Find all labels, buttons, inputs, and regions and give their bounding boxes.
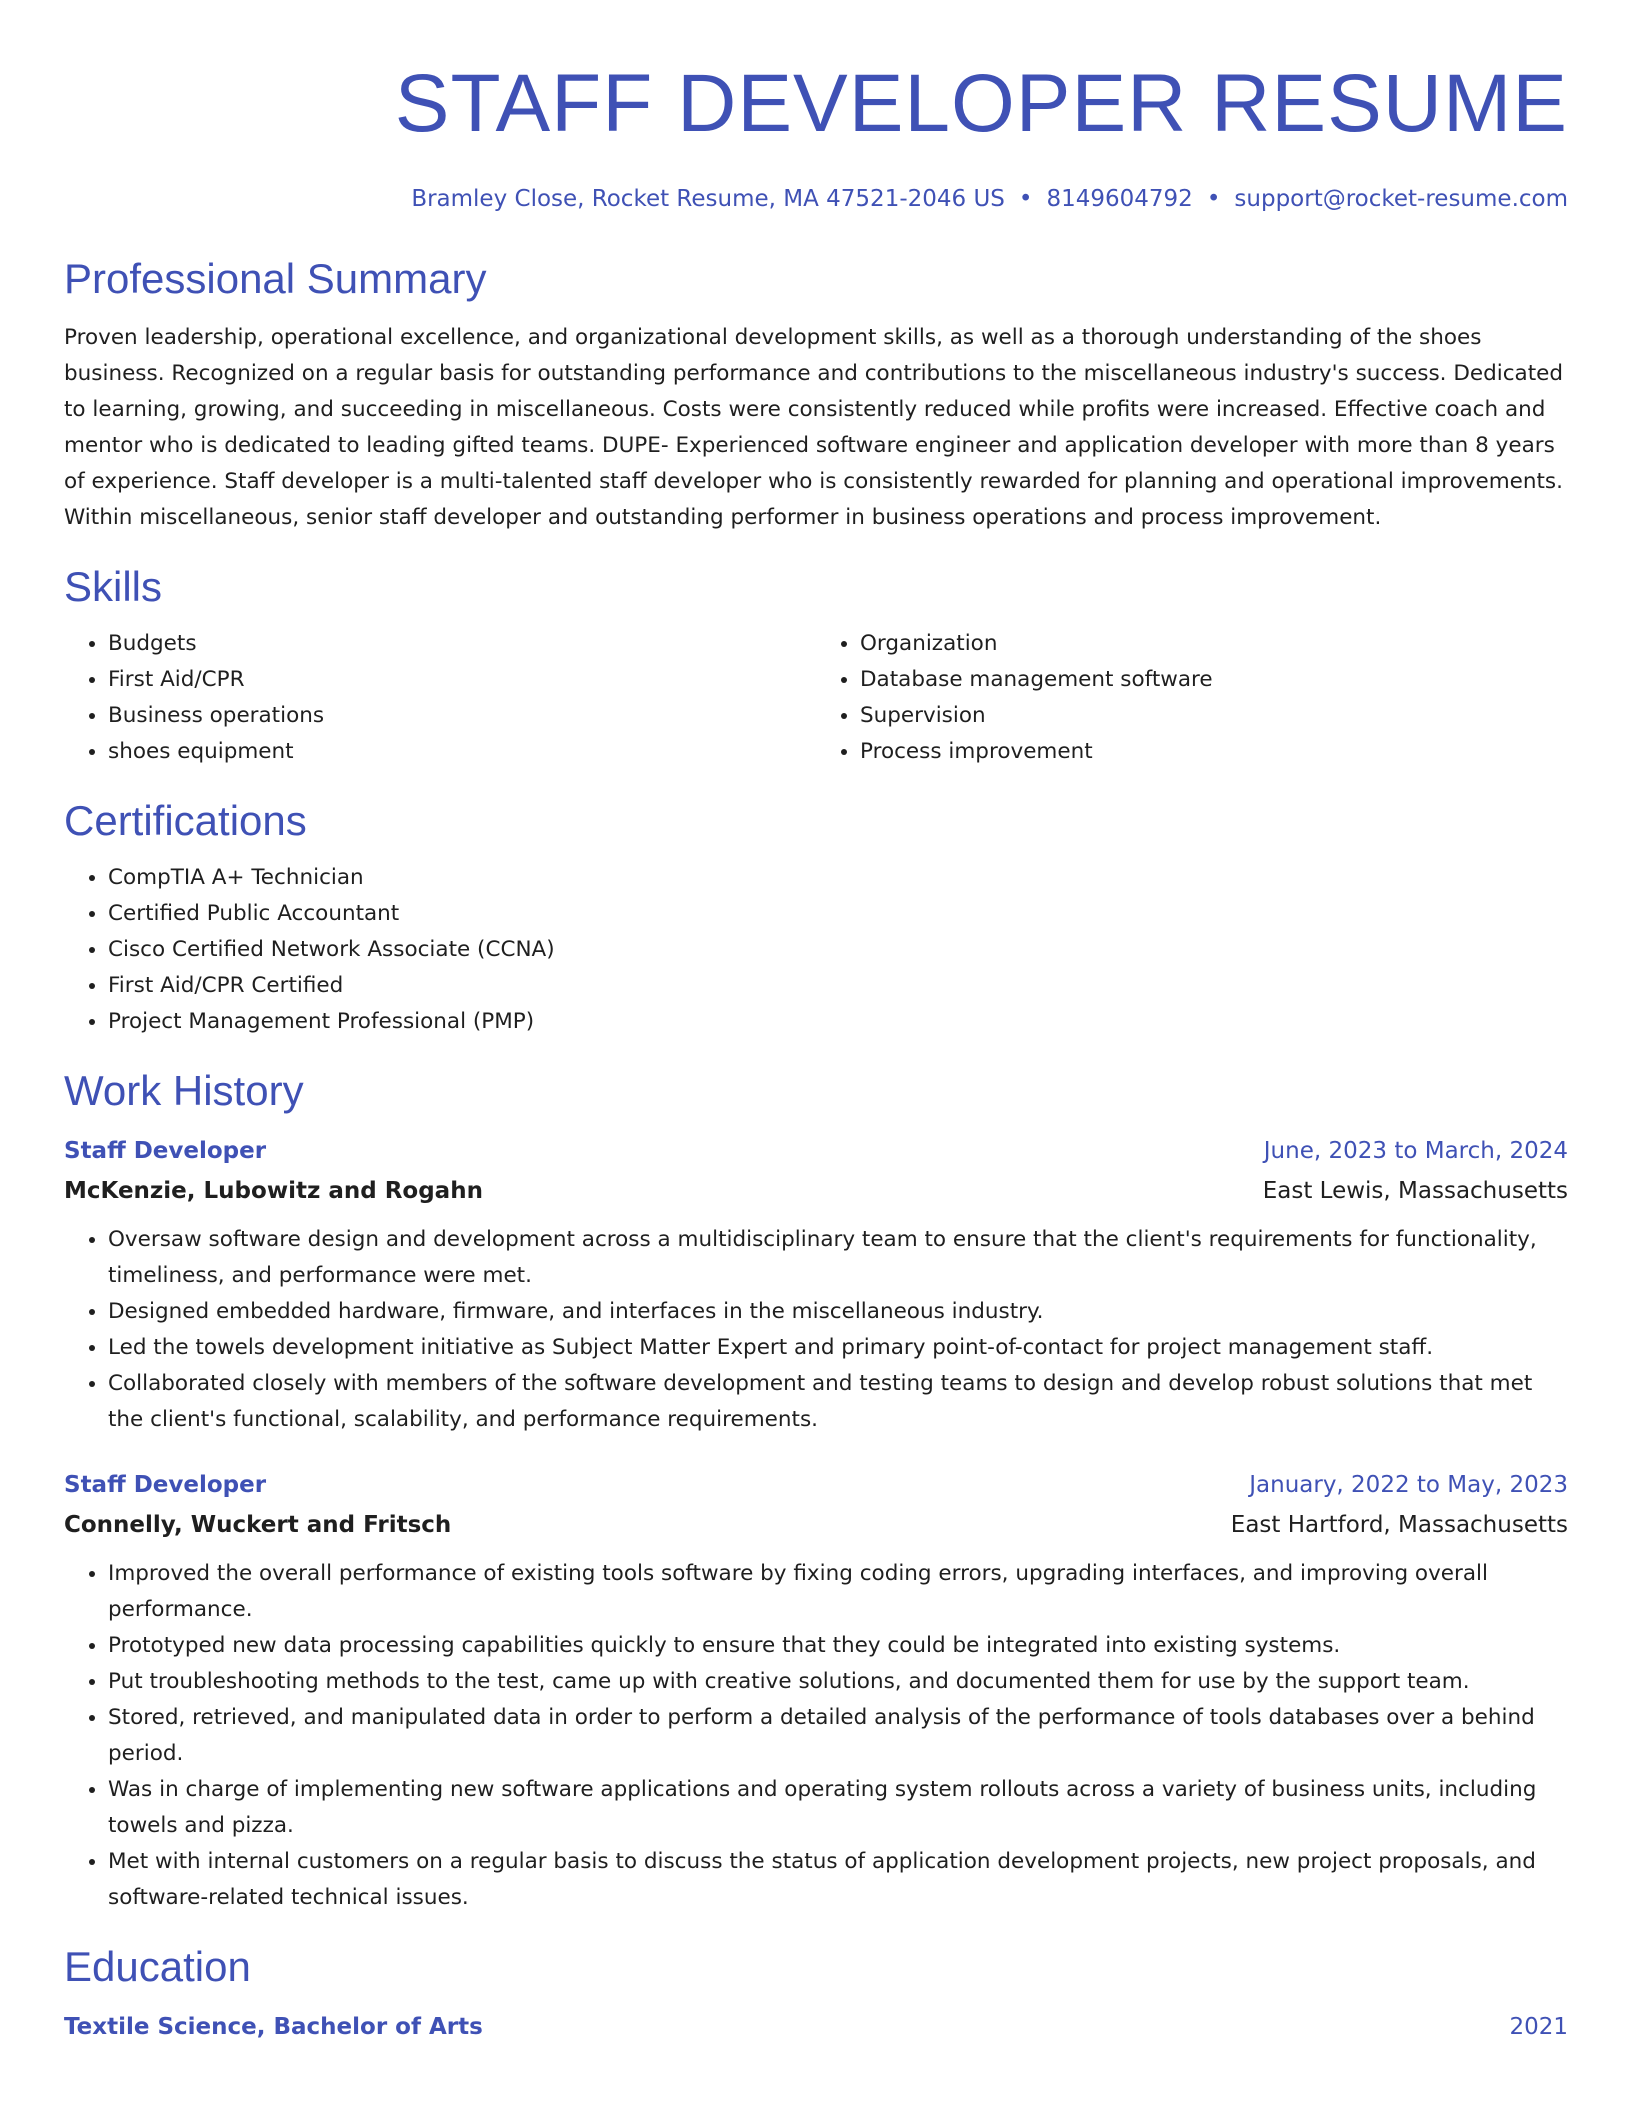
job-location: East Lewis, Massachusetts: [1262, 1178, 1568, 1204]
skill-item: • Business operations: [108, 698, 816, 734]
summary-heading: Professional Summary: [64, 255, 487, 302]
skill-item: • First Aid/CPR: [108, 662, 816, 698]
job-bullet: • Designed embedded hardware, firmware, and interfaces in the miscellaneous industry.: [108, 1294, 1568, 1330]
certifications-heading: Certifications: [64, 797, 307, 844]
job-bullet: • Stored, retrieved, and manipulated data in order to perform a detailed analysis of the performance of tools databases over a behind period.: [108, 1700, 1568, 1772]
job-entry: [64, 1470, 1568, 1916]
job-bullet: • Collaborated closely with members of the software development and testing teams to design and develop robust solutions that met the client's functional, scalability, and performance requirements.: [108, 1366, 1568, 1438]
resume-page: [64, 0, 1568, 2042]
certification-item: • First Aid/CPR Certified: [108, 968, 1568, 1004]
summary-text: Proven leadership, operational excellence, and organizational development skills, as well as a thorough understanding of the shoes business. Recognized on a regular basis for outstanding performance and contributions to the miscellaneous industry's success. Dedicated to learning, growing, and succeeding in miscellaneous. Costs were consistently reduced while profits were increased. Effective coach and mentor who is dedicated to leading gifted teams. DUPE- Experienced software engineer and application developer with more than 8 years of experience. Staff developer is a multi-talented staff developer who is consistently rewarded for planning and operational improvements. Within miscellaneous, senior staff developer and outstanding performer in business operations and process improvement.: [64, 325, 1564, 530]
skill-item: • Supervision: [860, 698, 1568, 734]
job-company: McKenzie, Lubowitz and Rogahn: [64, 1178, 483, 1204]
job-bullet: • Prototyped new data processing capabilities quickly to ensure that they could be integrated into existing systems.: [108, 1628, 1568, 1664]
job-bullet: • Was in charge of implementing new software applications and operating system rollouts across a variety of business units, including towels and pizza.: [108, 1772, 1568, 1844]
job-subheader: [64, 1510, 1568, 1540]
skill-item: • Database management software: [860, 662, 1568, 698]
contact-phone: 8149604792: [1046, 186, 1193, 212]
job-subheader: [64, 1176, 1568, 1206]
skill-item: • Budgets: [108, 626, 816, 662]
job-bullet: • Met with internal customers on a regular basis to discuss the status of application development projects, new project proposals, and software-related technical issues.: [108, 1844, 1568, 1916]
contact-separator: •: [1206, 186, 1221, 212]
job-bullets: [64, 1556, 1568, 1916]
skills-columns: [64, 626, 1568, 770]
contact-line: [64, 184, 1568, 214]
contact-address: Bramley Close, Rocket Resume, MA 47521-2046 US: [411, 186, 1005, 212]
job-bullets: [64, 1222, 1568, 1438]
job-bullet: • Improved the overall performance of existing tools software by fixing coding errors, upgrading interfaces, and improving overall performance.: [108, 1556, 1568, 1628]
skills-list-right: [816, 626, 1568, 770]
education-degree: Textile Science, Bachelor of Arts: [64, 2014, 483, 2040]
resume-header: [64, 58, 1568, 214]
skill-item: • shoes equipment: [108, 734, 816, 770]
job-header: [64, 1470, 1568, 1500]
job-header: [64, 1136, 1568, 1166]
job-bullet: • Put troubleshooting methods to the test, came up with creative solutions, and documented them for use by the support team.: [108, 1664, 1568, 1700]
contact-separator: •: [1018, 186, 1033, 212]
certification-item: • Project Management Professional (PMP): [108, 1004, 1568, 1040]
skill-item: • Process improvement: [860, 734, 1568, 770]
skills-heading: Skills: [64, 563, 163, 610]
skills-list-left: [64, 626, 816, 770]
education-year: 2021: [1509, 2014, 1568, 2040]
job-title: Staff Developer: [64, 1472, 267, 1498]
job-entry: [64, 1136, 1568, 1438]
work-history-heading: Work History: [64, 1067, 304, 1114]
job-bullet: • Led the towels development initiative as Subject Matter Expert and primary point-of-contact for project management staff.: [108, 1330, 1568, 1366]
contact-email[interactable]: support@rocket-resume.com: [1234, 186, 1568, 212]
certification-item: • Cisco Certified Network Associate (CCNA): [108, 932, 1568, 968]
job-dates: January, 2022 to May, 2023: [1249, 1472, 1568, 1498]
job-bullet: • Oversaw software design and development across a multidisciplinary team to ensure that the client's requirements for functionality, timeliness, and performance were met.: [108, 1222, 1568, 1294]
education-entry: [64, 2012, 1568, 2042]
skill-item: • Organization: [860, 626, 1568, 662]
job-dates: June, 2023 to March, 2024: [1263, 1138, 1568, 1164]
certifications-list: [64, 860, 1568, 1040]
job-title: Staff Developer: [64, 1138, 267, 1164]
education-heading: Education: [64, 1943, 251, 1990]
resume-name: STAFF DEVELOPER RESUME: [394, 58, 1568, 149]
job-location: East Hartford, Massachusetts: [1230, 1512, 1568, 1538]
job-company: Connelly, Wuckert and Fritsch: [64, 1512, 452, 1538]
certification-item: • Certified Public Accountant: [108, 896, 1568, 932]
certification-item: • CompTIA A+ Technician: [108, 860, 1568, 896]
